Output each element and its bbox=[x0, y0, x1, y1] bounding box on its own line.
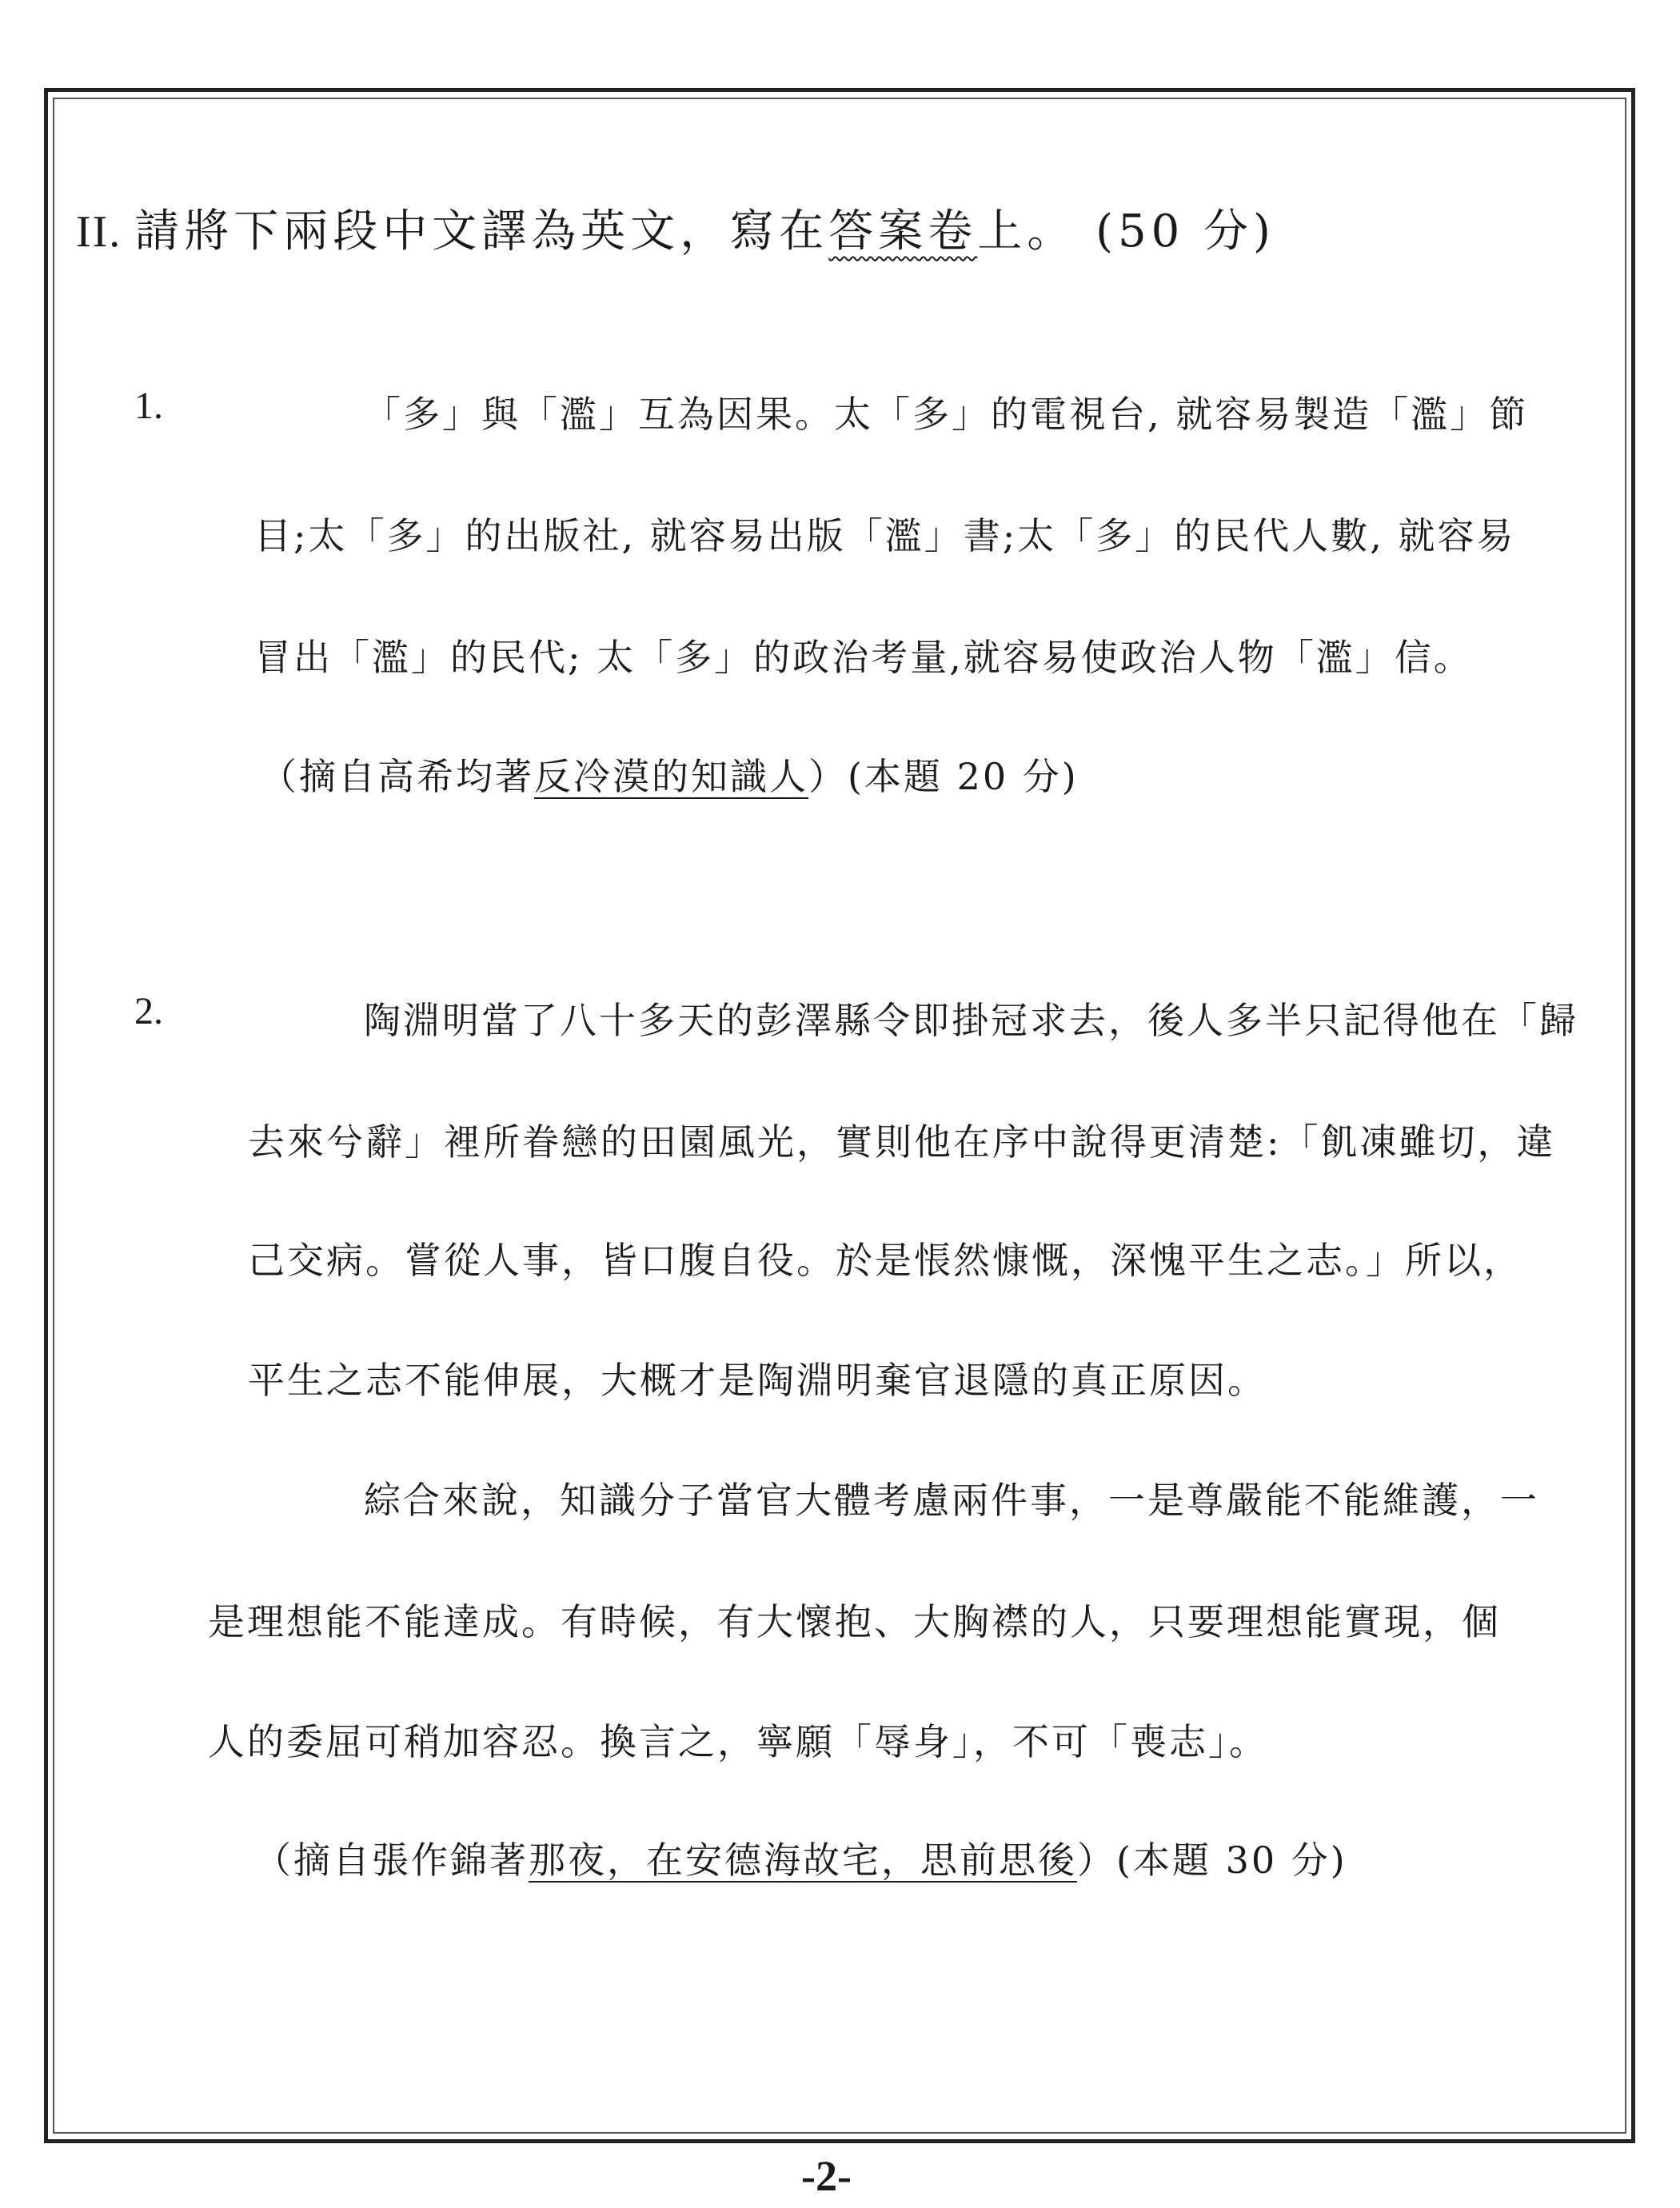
question-2-source-prefix: （摘自張作錦著 bbox=[254, 1839, 529, 1882]
question-2-line-5: 綜合來說，知識分子當官大體考慮兩件事，一是尊嚴能不能維護，一 bbox=[364, 1479, 1539, 1522]
page-number: -2- bbox=[801, 2152, 852, 2200]
section-heading bbox=[76, 196, 1275, 260]
question-1-number: 1. bbox=[134, 385, 163, 427]
question-1-line-1: 「多」與「濫」互為因果。太「多」的電視台, 就容易製造「濫」節 bbox=[364, 393, 1529, 436]
question-2-number: 2. bbox=[134, 990, 163, 1032]
section-instruction: 請將下兩段中文譯為英文，寫在 bbox=[134, 206, 829, 258]
question-2-source bbox=[254, 1831, 1347, 1884]
question-1-source-prefix: （摘自高希均著 bbox=[260, 755, 534, 798]
section-points: 上。 (50 分) bbox=[977, 206, 1275, 258]
question-1-line-3: 冒出「濫」的民代; 太「多」的政治考量,就容易使政治人物「濫」信。 bbox=[254, 636, 1473, 679]
question-2-line-1: 陶淵明當了八十多天的彭澤縣令即掛冠求去，後人多半只記得他在「歸 bbox=[364, 999, 1578, 1042]
question-2-source-points: ）(本題 30 分) bbox=[1077, 1839, 1347, 1882]
question-2-line-4: 平生之志不能伸展，大概才是陶淵明棄官退隱的真正原因。 bbox=[248, 1359, 1267, 1402]
question-1-line-2: 目;太「多」的出版社, 就容易出版「濫」書;太「多」的民代人數, 就容易 bbox=[254, 514, 1516, 557]
question-1-source-points: ）(本題 20 分) bbox=[808, 755, 1079, 798]
answer-sheet-term: 答案卷 bbox=[828, 206, 978, 258]
question-2-line-6: 是理想能不能達成。有時候，有大懷抱、大胸襟的人，只要理想能實現，個 bbox=[208, 1600, 1501, 1643]
section-roman-numeral: II. bbox=[76, 207, 122, 257]
question-2-line-7: 人的委屈可稍加容忍。換言之，寧願「辱身」，不可「喪志」。 bbox=[208, 1720, 1268, 1763]
question-1-source-title: 反冷漠的知識人 bbox=[534, 755, 808, 798]
question-2-line-3: 己交病。嘗從人事，皆口腹自役。於是悵然慷慨，深愧平生之志。」所以， bbox=[248, 1239, 1522, 1282]
question-2-line-2: 去來兮辭」裡所眷戀的田園風光，實則他在序中說得更清楚:「飢凍雖切，違 bbox=[248, 1120, 1556, 1164]
question-1-source bbox=[260, 748, 1079, 801]
question-2-source-title: 那夜，在安德海故宅，思前思後 bbox=[529, 1839, 1077, 1882]
